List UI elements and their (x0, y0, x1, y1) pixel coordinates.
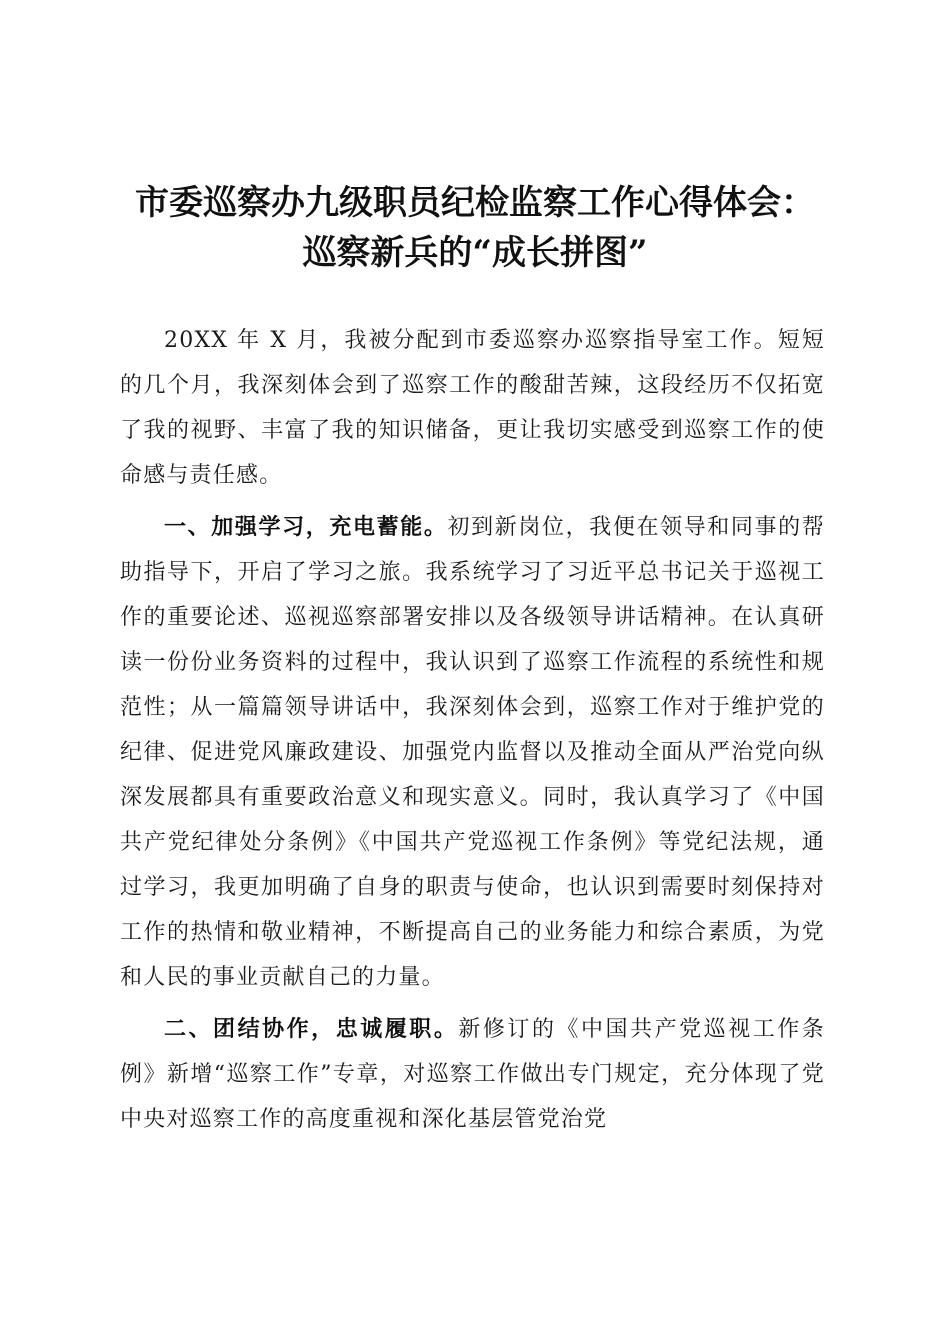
title-line-1: 市委巡察办九级职员纪检监察工作心得体会： (135, 183, 815, 223)
document-title (0, 178, 950, 278)
title-line-2: 巡察新兵的“成长拼图” (302, 233, 648, 273)
paragraph-intro (120, 318, 825, 498)
paragraph-section-1 (120, 505, 825, 1000)
paragraph-text: 初到新岗位，我便在领导和同事的帮助指导下，开启了学习之旅。我系统学习了习近平总书记关于巡视工作的重要论述、巡视巡察部署安排以及各级领导讲话精神。在认真研读一份份业务资料的过程中，我认识到了巡察工作流程的系统性和规范性；从一篇篇领导讲话中，我深刻体会到，巡察工作对于维护党的纪律、促进党风廉政建设、加强党内监督以及推动全面从严治党向纵深发展都具有重要政治意义和现实意义。同时，我认真学习了《中国共产党纪律处分条例》《中国共产党巡视工作条例》等党纪法规，通过学习，我更加明确了自身的职责与使命，也认识到需要时刻保持对工作的热情和敬业精神，不断提高自己的业务能力和综合素质，为党和人民的事业贡献自己的力量。 (120, 515, 825, 990)
document-body (120, 318, 825, 1142)
paragraph-text: 新修订的《中国共产党巡视工作条例》新增“巡察工作”专章，对巡察工作做出专门规定，充分体现了党中央对巡察工作的高度重视和深化基层管党治党 (120, 1017, 825, 1132)
section-heading: 二、团结协作，忠诚履职。 (164, 1017, 459, 1042)
section-heading: 一、加强学习，充电蓄能。 (164, 515, 448, 540)
paragraph-section-2 (120, 1007, 825, 1142)
paragraph-text: 20XX 年 X 月，我被分配到市委巡察办巡察指导室工作。短短的几个月，我深刻体会到了巡察工作的酸甜苦辣，这段经历不仅拓宽了我的视野、丰富了我的知识储备，更让我切实感受到巡察工作的使命感与责任感。 (120, 328, 825, 488)
